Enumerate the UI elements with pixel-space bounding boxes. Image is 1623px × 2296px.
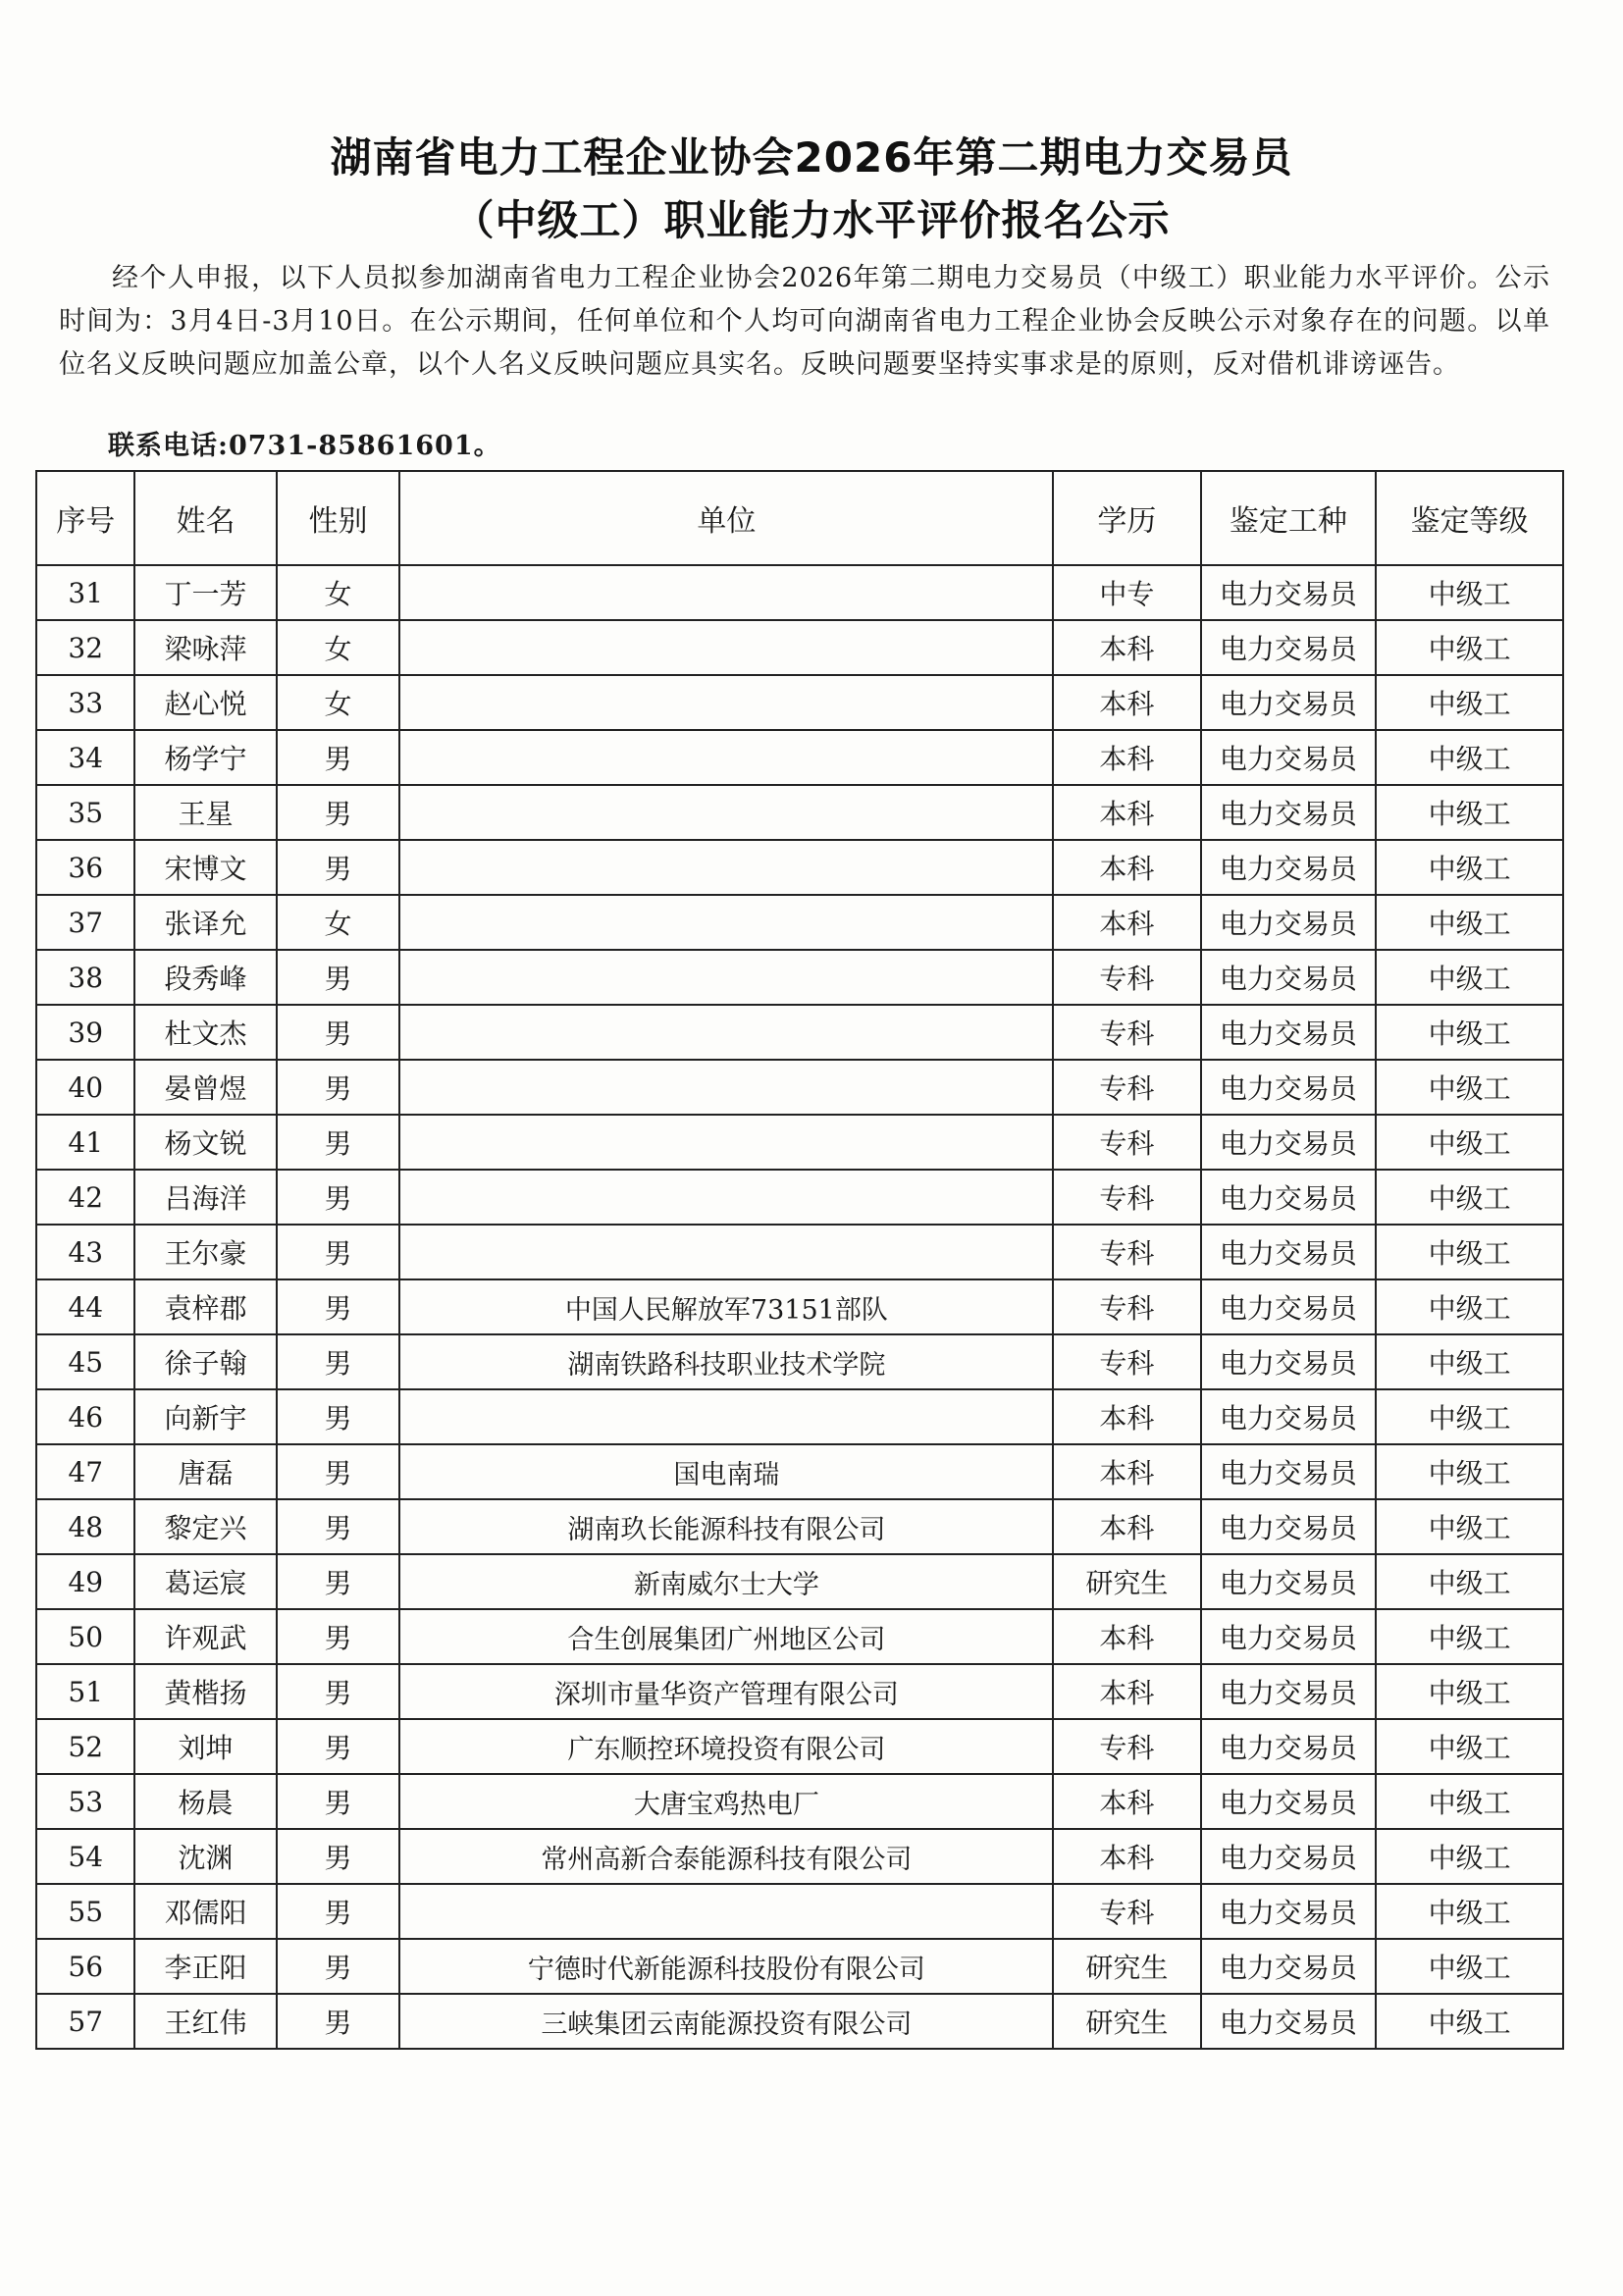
header-name: 姓名 xyxy=(134,471,276,565)
cell-education: 专科 xyxy=(1053,1279,1200,1334)
header-level: 鉴定等级 xyxy=(1376,471,1563,565)
cell-name: 邓儒阳 xyxy=(134,1884,276,1939)
table-row xyxy=(36,1389,1563,1444)
cell-gender: 男 xyxy=(277,1444,400,1499)
header-job-type: 鉴定工种 xyxy=(1201,471,1377,565)
cell-no: 36 xyxy=(36,840,134,895)
cell-no: 50 xyxy=(36,1609,134,1664)
cell-unit: 湖南铁路科技职业技术学院 xyxy=(399,1334,1053,1389)
cell-unit: 合生创展集团广州地区公司 xyxy=(399,1609,1053,1664)
cell-level: 中级工 xyxy=(1376,1884,1563,1939)
cell-gender: 女 xyxy=(277,620,400,675)
cell-gender: 男 xyxy=(277,950,400,1005)
cell-unit xyxy=(399,895,1053,950)
cell-job-type: 电力交易员 xyxy=(1201,620,1377,675)
cell-gender: 男 xyxy=(277,1005,400,1060)
cell-gender: 男 xyxy=(277,785,400,840)
cell-level: 中级工 xyxy=(1376,1499,1563,1554)
table-row xyxy=(36,730,1563,785)
cell-name: 徐子翰 xyxy=(134,1334,276,1389)
table-row xyxy=(36,620,1563,675)
cell-name: 唐磊 xyxy=(134,1444,276,1499)
cell-education: 本科 xyxy=(1053,1664,1200,1719)
cell-no: 40 xyxy=(36,1060,134,1115)
cell-education: 专科 xyxy=(1053,1005,1200,1060)
cell-unit xyxy=(399,1389,1053,1444)
cell-unit xyxy=(399,1115,1053,1170)
table-row xyxy=(36,1994,1563,2049)
cell-gender: 男 xyxy=(277,1389,400,1444)
cell-name: 袁梓郡 xyxy=(134,1279,276,1334)
cell-level: 中级工 xyxy=(1376,1170,1563,1225)
cell-name: 晏曾煜 xyxy=(134,1060,276,1115)
cell-job-type: 电力交易员 xyxy=(1201,675,1377,730)
cell-education: 本科 xyxy=(1053,895,1200,950)
cell-no: 32 xyxy=(36,620,134,675)
cell-level: 中级工 xyxy=(1376,1664,1563,1719)
table-row xyxy=(36,675,1563,730)
cell-no: 31 xyxy=(36,565,134,620)
cell-job-type: 电力交易员 xyxy=(1201,1994,1377,2049)
cell-job-type: 电力交易员 xyxy=(1201,730,1377,785)
cell-unit xyxy=(399,1884,1053,1939)
cell-name: 向新宇 xyxy=(134,1389,276,1444)
cell-education: 中专 xyxy=(1053,565,1200,620)
table-row xyxy=(36,1939,1563,1994)
notice-paragraph: 经个人申报，以下人员拟参加湖南省电力工程企业协会2026年第二期电力交易员（中级工）职业能力水平评价。公示时间为：3月4日-3月10日。在公示期间，任何单位和个人均可向湖南省电力工程企业协会反映公示对象存在的问题。以单位名义反映问题应加盖公章，以个人名义反映问题应具实名。反映问题要坚持实事求是的原则，反对借机诽谤诬告。 xyxy=(59,263,1550,380)
cell-name: 梁咏萍 xyxy=(134,620,276,675)
cell-job-type: 电力交易员 xyxy=(1201,1389,1377,1444)
cell-education: 专科 xyxy=(1053,1060,1200,1115)
cell-gender: 男 xyxy=(277,1994,400,2049)
cell-unit xyxy=(399,730,1053,785)
cell-gender: 男 xyxy=(277,1334,400,1389)
table-row xyxy=(36,1005,1563,1060)
cell-name: 刘坤 xyxy=(134,1719,276,1774)
applicant-table xyxy=(35,470,1564,2050)
cell-unit xyxy=(399,1005,1053,1060)
cell-level: 中级工 xyxy=(1376,1279,1563,1334)
cell-gender: 男 xyxy=(277,1170,400,1225)
cell-level: 中级工 xyxy=(1376,565,1563,620)
table-row xyxy=(36,1225,1563,1279)
cell-name: 李正阳 xyxy=(134,1939,276,1994)
cell-name: 段秀峰 xyxy=(134,950,276,1005)
cell-education: 本科 xyxy=(1053,1389,1200,1444)
header-no: 序号 xyxy=(36,471,134,565)
cell-name: 杨文锐 xyxy=(134,1115,276,1170)
cell-no: 33 xyxy=(36,675,134,730)
cell-level: 中级工 xyxy=(1376,1994,1563,2049)
cell-no: 53 xyxy=(36,1774,134,1829)
cell-unit: 常州高新合泰能源科技有限公司 xyxy=(399,1829,1053,1884)
table-row xyxy=(36,895,1563,950)
cell-level: 中级工 xyxy=(1376,1060,1563,1115)
cell-job-type: 电力交易员 xyxy=(1201,1115,1377,1170)
cell-gender: 男 xyxy=(277,1884,400,1939)
cell-education: 本科 xyxy=(1053,675,1200,730)
cell-gender: 男 xyxy=(277,1609,400,1664)
table-row xyxy=(36,785,1563,840)
cell-unit: 中国人民解放军73151部队 xyxy=(399,1279,1053,1334)
cell-job-type: 电力交易员 xyxy=(1201,840,1377,895)
cell-education: 研究生 xyxy=(1053,1554,1200,1609)
cell-gender: 女 xyxy=(277,565,400,620)
cell-education: 本科 xyxy=(1053,730,1200,785)
cell-unit: 三峡集团云南能源投资有限公司 xyxy=(399,1994,1053,2049)
header-education: 学历 xyxy=(1053,471,1200,565)
table-row xyxy=(36,1774,1563,1829)
cell-name: 宋博文 xyxy=(134,840,276,895)
cell-level: 中级工 xyxy=(1376,1554,1563,1609)
cell-no: 44 xyxy=(36,1279,134,1334)
cell-job-type: 电力交易员 xyxy=(1201,1939,1377,1994)
cell-level: 中级工 xyxy=(1376,1719,1563,1774)
cell-job-type: 电力交易员 xyxy=(1201,1005,1377,1060)
table-body xyxy=(36,565,1563,2049)
cell-unit xyxy=(399,675,1053,730)
cell-level: 中级工 xyxy=(1376,1115,1563,1170)
cell-unit xyxy=(399,840,1053,895)
cell-unit xyxy=(399,620,1053,675)
cell-education: 专科 xyxy=(1053,1170,1200,1225)
table-row xyxy=(36,1115,1563,1170)
cell-job-type: 电力交易员 xyxy=(1201,1444,1377,1499)
cell-level: 中级工 xyxy=(1376,1444,1563,1499)
table-row xyxy=(36,1884,1563,1939)
cell-no: 49 xyxy=(36,1554,134,1609)
cell-no: 55 xyxy=(36,1884,134,1939)
cell-unit xyxy=(399,565,1053,620)
cell-name: 张译允 xyxy=(134,895,276,950)
cell-gender: 男 xyxy=(277,1225,400,1279)
cell-gender: 男 xyxy=(277,1664,400,1719)
cell-job-type: 电力交易员 xyxy=(1201,1609,1377,1664)
table-row xyxy=(36,1060,1563,1115)
table-row xyxy=(36,1444,1563,1499)
cell-name: 黄楷扬 xyxy=(134,1664,276,1719)
cell-job-type: 电力交易员 xyxy=(1201,1554,1377,1609)
cell-job-type: 电力交易员 xyxy=(1201,950,1377,1005)
cell-education: 本科 xyxy=(1053,785,1200,840)
cell-level: 中级工 xyxy=(1376,895,1563,950)
table-row xyxy=(36,1554,1563,1609)
table-row xyxy=(36,1170,1563,1225)
cell-unit xyxy=(399,950,1053,1005)
cell-level: 中级工 xyxy=(1376,1225,1563,1279)
cell-education: 专科 xyxy=(1053,1884,1200,1939)
cell-no: 48 xyxy=(36,1499,134,1554)
cell-unit: 深圳市量华资产管理有限公司 xyxy=(399,1664,1053,1719)
cell-no: 43 xyxy=(36,1225,134,1279)
cell-name: 赵心悦 xyxy=(134,675,276,730)
cell-education: 本科 xyxy=(1053,1444,1200,1499)
cell-level: 中级工 xyxy=(1376,730,1563,785)
cell-level: 中级工 xyxy=(1376,1609,1563,1664)
cell-name: 王尔豪 xyxy=(134,1225,276,1279)
cell-level: 中级工 xyxy=(1376,1005,1563,1060)
cell-unit: 国电南瑞 xyxy=(399,1444,1053,1499)
cell-education: 本科 xyxy=(1053,1499,1200,1554)
cell-gender: 男 xyxy=(277,1279,400,1334)
table-row xyxy=(36,950,1563,1005)
cell-no: 52 xyxy=(36,1719,134,1774)
cell-name: 沈渊 xyxy=(134,1829,276,1884)
cell-no: 56 xyxy=(36,1939,134,1994)
page-title-line-1: 湖南省电力工程企业协会2026年第二期电力交易员 xyxy=(330,133,1293,182)
cell-unit xyxy=(399,785,1053,840)
table-row xyxy=(36,1279,1563,1334)
cell-education: 专科 xyxy=(1053,1225,1200,1279)
cell-education: 专科 xyxy=(1053,950,1200,1005)
cell-education: 本科 xyxy=(1053,1609,1200,1664)
cell-education: 专科 xyxy=(1053,1115,1200,1170)
cell-no: 39 xyxy=(36,1005,134,1060)
header-unit: 单位 xyxy=(399,471,1053,565)
cell-name: 许观武 xyxy=(134,1609,276,1664)
table-row xyxy=(36,1499,1563,1554)
cell-gender: 男 xyxy=(277,1939,400,1994)
cell-education: 本科 xyxy=(1053,620,1200,675)
cell-unit: 广东顺控环境投资有限公司 xyxy=(399,1719,1053,1774)
cell-unit: 宁德时代新能源科技股份有限公司 xyxy=(399,1939,1053,1994)
cell-no: 47 xyxy=(36,1444,134,1499)
table-row xyxy=(36,1664,1563,1719)
cell-education: 本科 xyxy=(1053,1774,1200,1829)
cell-gender: 男 xyxy=(277,1554,400,1609)
page-title-line-2: （中级工）职业能力水平评价报名公示 xyxy=(452,196,1171,244)
table-row xyxy=(36,565,1563,620)
cell-gender: 女 xyxy=(277,675,400,730)
cell-level: 中级工 xyxy=(1376,1389,1563,1444)
table-row xyxy=(36,1609,1563,1664)
cell-level: 中级工 xyxy=(1376,620,1563,675)
cell-gender: 男 xyxy=(277,1719,400,1774)
cell-level: 中级工 xyxy=(1376,1829,1563,1884)
cell-no: 51 xyxy=(36,1664,134,1719)
cell-unit: 湖南玖长能源科技有限公司 xyxy=(399,1499,1053,1554)
cell-job-type: 电力交易员 xyxy=(1201,1664,1377,1719)
cell-unit: 大唐宝鸡热电厂 xyxy=(399,1774,1053,1829)
cell-education: 研究生 xyxy=(1053,1939,1200,1994)
cell-unit xyxy=(399,1060,1053,1115)
cell-job-type: 电力交易员 xyxy=(1201,1279,1377,1334)
contact-phone: 联系电话:0731-85861601。 xyxy=(108,431,501,461)
cell-gender: 女 xyxy=(277,895,400,950)
cell-level: 中级工 xyxy=(1376,950,1563,1005)
cell-education: 研究生 xyxy=(1053,1994,1200,2049)
cell-gender: 男 xyxy=(277,1499,400,1554)
cell-no: 57 xyxy=(36,1994,134,2049)
cell-job-type: 电力交易员 xyxy=(1201,1774,1377,1829)
cell-no: 34 xyxy=(36,730,134,785)
cell-level: 中级工 xyxy=(1376,1334,1563,1389)
cell-name: 王红伟 xyxy=(134,1994,276,2049)
table-row xyxy=(36,1334,1563,1389)
cell-job-type: 电力交易员 xyxy=(1201,785,1377,840)
cell-no: 41 xyxy=(36,1115,134,1170)
cell-name: 吕海洋 xyxy=(134,1170,276,1225)
table-row xyxy=(36,1829,1563,1884)
cell-no: 37 xyxy=(36,895,134,950)
cell-level: 中级工 xyxy=(1376,675,1563,730)
cell-level: 中级工 xyxy=(1376,1774,1563,1829)
cell-level: 中级工 xyxy=(1376,785,1563,840)
cell-level: 中级工 xyxy=(1376,1939,1563,1994)
cell-name: 黎定兴 xyxy=(134,1499,276,1554)
table-row xyxy=(36,840,1563,895)
cell-no: 35 xyxy=(36,785,134,840)
cell-no: 46 xyxy=(36,1389,134,1444)
cell-education: 专科 xyxy=(1053,1334,1200,1389)
cell-name: 丁一芳 xyxy=(134,565,276,620)
cell-education: 专科 xyxy=(1053,1719,1200,1774)
cell-level: 中级工 xyxy=(1376,840,1563,895)
cell-job-type: 电力交易员 xyxy=(1201,1884,1377,1939)
table-row xyxy=(36,1719,1563,1774)
cell-gender: 男 xyxy=(277,730,400,785)
table-header-row xyxy=(36,471,1563,565)
header-gender: 性别 xyxy=(277,471,400,565)
cell-name: 杨晨 xyxy=(134,1774,276,1829)
cell-job-type: 电力交易员 xyxy=(1201,1060,1377,1115)
cell-no: 45 xyxy=(36,1334,134,1389)
cell-gender: 男 xyxy=(277,1829,400,1884)
cell-gender: 男 xyxy=(277,1774,400,1829)
cell-job-type: 电力交易员 xyxy=(1201,895,1377,950)
cell-job-type: 电力交易员 xyxy=(1201,1170,1377,1225)
cell-name: 杜文杰 xyxy=(134,1005,276,1060)
cell-no: 54 xyxy=(36,1829,134,1884)
cell-education: 本科 xyxy=(1053,840,1200,895)
cell-unit xyxy=(399,1170,1053,1225)
cell-unit: 新南威尔士大学 xyxy=(399,1554,1053,1609)
cell-gender: 男 xyxy=(277,840,400,895)
cell-job-type: 电力交易员 xyxy=(1201,1334,1377,1389)
cell-job-type: 电力交易员 xyxy=(1201,1499,1377,1554)
cell-no: 38 xyxy=(36,950,134,1005)
cell-gender: 男 xyxy=(277,1060,400,1115)
cell-unit xyxy=(399,1225,1053,1279)
cell-job-type: 电力交易员 xyxy=(1201,1829,1377,1884)
cell-education: 本科 xyxy=(1053,1829,1200,1884)
cell-name: 王星 xyxy=(134,785,276,840)
cell-job-type: 电力交易员 xyxy=(1201,1225,1377,1279)
cell-name: 杨学宁 xyxy=(134,730,276,785)
cell-job-type: 电力交易员 xyxy=(1201,1719,1377,1774)
cell-no: 42 xyxy=(36,1170,134,1225)
cell-job-type: 电力交易员 xyxy=(1201,565,1377,620)
cell-name: 葛运宸 xyxy=(134,1554,276,1609)
cell-gender: 男 xyxy=(277,1115,400,1170)
